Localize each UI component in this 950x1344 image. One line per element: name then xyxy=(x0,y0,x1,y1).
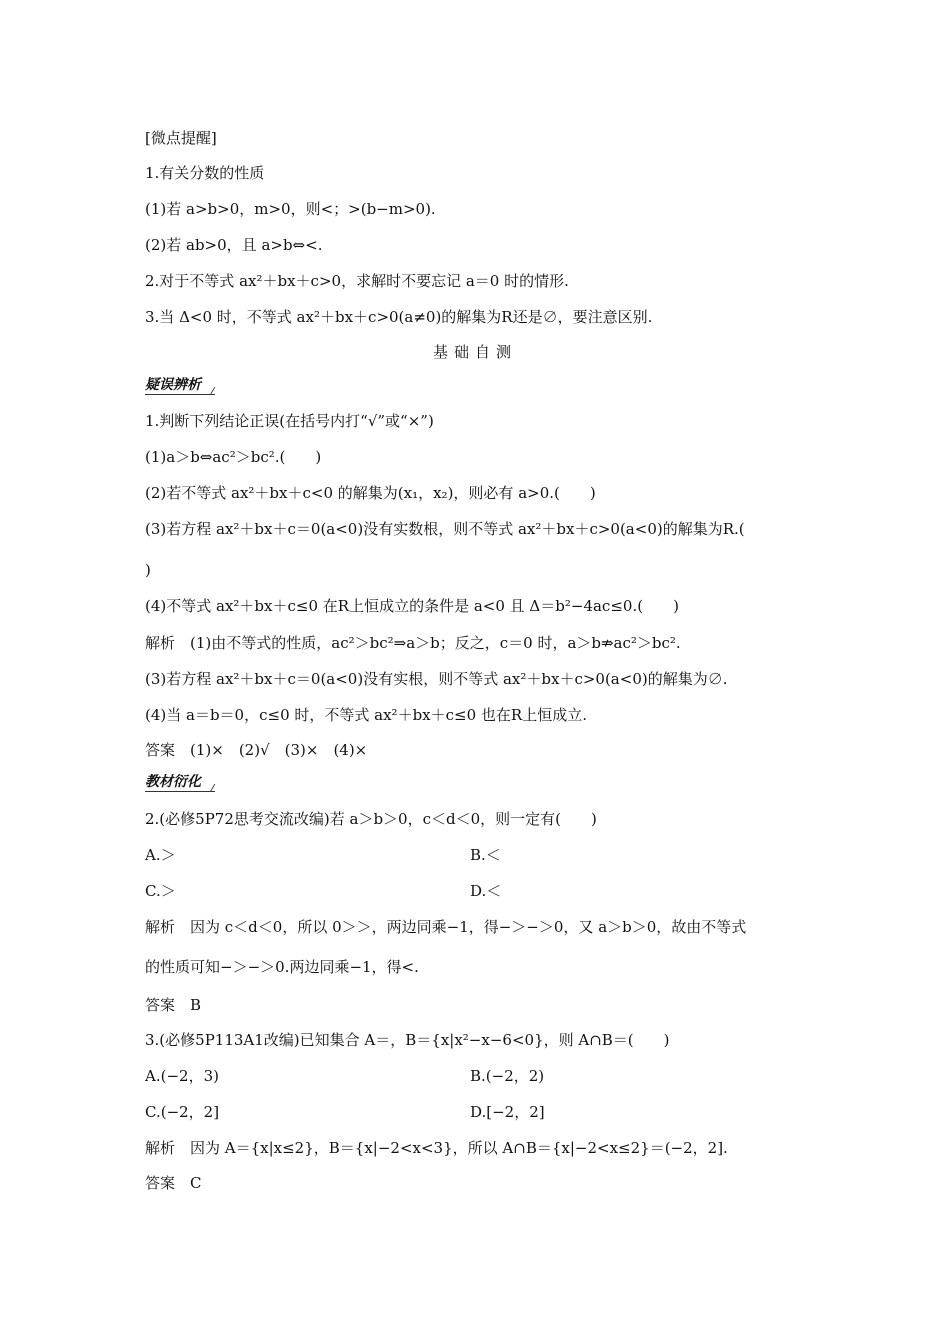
option-c: C.＞ xyxy=(145,882,176,900)
analysis-line: (3)若方程 ax²＋bx＋c＝0(a<0)没有实根，则不等式 ax²＋bx＋c>0(a<0)的解集为∅. xyxy=(145,670,728,688)
analysis-line: 的性质可知−＞−＞0.两边同乘−1，得<. xyxy=(145,958,419,976)
answer-line: 答案 B xyxy=(145,996,202,1014)
tip-item: 3.当 Δ<0 时，不等式 ax²＋bx＋c>0(a≠0)的解集为R还是∅，要注意区别. xyxy=(145,308,653,326)
analysis-line: (4)当 a＝b＝0，c≤0 时，不等式 ax²＋bx＋c≤0 也在R上恒成立. xyxy=(145,706,587,724)
tips-header: [微点提醒] xyxy=(145,129,217,147)
answer-line: 答案 C xyxy=(145,1174,202,1192)
section-tag-textbook: 教材衍化 xyxy=(145,773,215,792)
option-a: A.＞ xyxy=(145,846,176,864)
option-a: A.(−2，3) xyxy=(145,1067,219,1085)
question-1-stem: 1.判断下列结论正误(在括号内打“√”或“×”) xyxy=(145,412,434,430)
question-1-item: (1)a＞b⇔ac²＞bc².( ) xyxy=(145,448,322,466)
option-b: B.＜ xyxy=(470,846,501,864)
option-b: B.(−2，2) xyxy=(470,1067,545,1085)
question-1-item: (4)不等式 ax²＋bx＋c≤0 在R上恒成立的条件是 a<0 且 Δ＝b²−4ac≤0.( ) xyxy=(145,597,679,615)
section-title: 基础自测 xyxy=(432,343,517,361)
question-1-item: (3)若方程 ax²＋bx＋c＝0(a<0)没有实数根，则不等式 ax²＋bx＋c>0(a<0)的解集为R.( xyxy=(145,520,745,538)
analysis-line: 解析 因为 A＝{x|x≤2}，B＝{x|−2<x<3}，所以 A∩B＝{x|−2<x≤2}＝(−2，2]. xyxy=(145,1139,728,1157)
option-d: D.＜ xyxy=(470,882,502,900)
section-tag-misconception: 疑误辨析 xyxy=(145,376,215,395)
tip-item: 1.有关分数的性质 xyxy=(145,164,265,182)
tip-item: (1)若 a>b>0，m>0，则<；>(b−m>0). xyxy=(145,200,436,218)
tip-item: (2)若 ab>0，且 a>b⇔<. xyxy=(145,236,323,254)
answer-line: 答案 (1)× (2)√ (3)× (4)× xyxy=(145,741,368,759)
tip-item: 2.对于不等式 ax²＋bx＋c>0，求解时不要忘记 a＝0 时的情形. xyxy=(145,272,569,290)
question-3-stem: 3.(必修5P113A1改编)已知集合 A＝，B＝{x|x²−x−6<0}，则 A∩B＝( ) xyxy=(145,1031,670,1049)
question-1-item-wrap: ) xyxy=(145,561,151,579)
analysis-line: 解析 因为 c＜d＜0，所以 0＞＞，两边同乘−1，得−＞−＞0，又 a＞b＞0，故由不等式 xyxy=(145,918,747,936)
question-2-stem: 2.(必修5P72思考交流改编)若 a＞b＞0，c＜d＜0，则一定有( ) xyxy=(145,810,597,828)
option-c: C.(−2，2] xyxy=(145,1103,220,1121)
option-d: D.[−2，2] xyxy=(470,1103,545,1121)
analysis-line: 解析 (1)由不等式的性质，ac²＞bc²⇒a＞b；反之，c＝0 时，a＞b⇏ac²＞bc². xyxy=(145,634,681,652)
question-1-item: (2)若不等式 ax²＋bx＋c<0 的解集为(x₁，x₂)，则必有 a>0.( ) xyxy=(145,484,596,502)
